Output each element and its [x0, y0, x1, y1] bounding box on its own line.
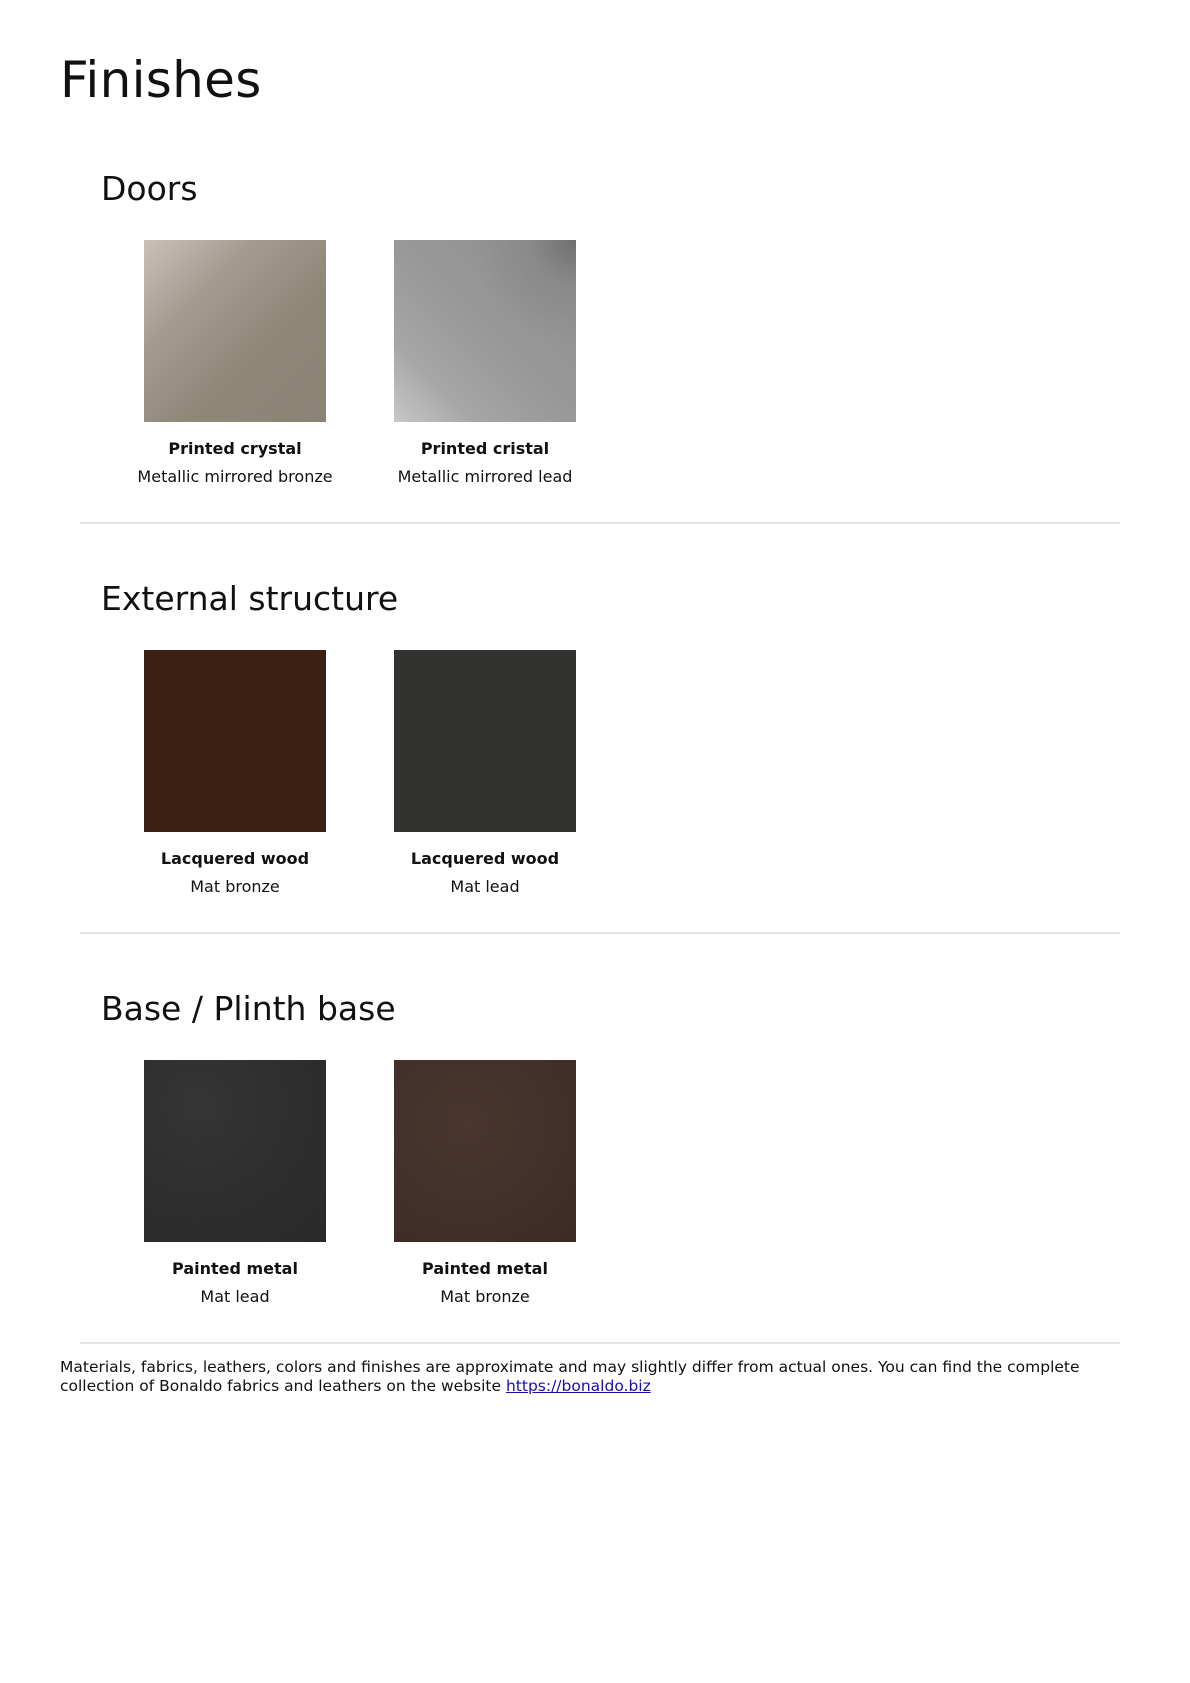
finish-card — [125, 1060, 345, 1307]
finish-card — [375, 240, 595, 487]
finish-name: Printed cristal — [420, 439, 550, 458]
section-divider — [80, 932, 1120, 934]
finish-description: Mat lead — [200, 1287, 270, 1306]
disclaimer-footer — [60, 1358, 1140, 1396]
swatch-metallic-mirrored-bronze — [144, 240, 326, 422]
swatch-painted-mat-bronze — [394, 1060, 576, 1242]
finish-description: Mat bronze — [440, 1287, 530, 1306]
finish-card — [375, 650, 595, 897]
section-title: External structure — [101, 579, 399, 618]
finish-name: Printed crystal — [168, 439, 302, 458]
finish-name: Painted metal — [172, 1259, 298, 1278]
swatch-mat-bronze — [144, 650, 326, 832]
finish-card — [375, 1060, 595, 1307]
finish-card — [125, 650, 345, 897]
swatch-metallic-mirrored-lead — [394, 240, 576, 422]
finish-card — [125, 240, 345, 487]
section-external-structure — [80, 578, 1120, 938]
section-title: Doors — [101, 169, 198, 208]
section-title: Base / Plinth base — [101, 989, 396, 1028]
section-divider — [80, 1342, 1120, 1344]
section-divider — [80, 522, 1120, 524]
finish-description: Metallic mirrored lead — [397, 467, 573, 486]
disclaimer-text: Materials, fabrics, leathers, colors and finishes are approximate and may slightly differ from actual ones. You can find the complete collection of Bonaldo fabrics and leathers on the website — [60, 1358, 1080, 1395]
finish-name: Lacquered wood — [410, 849, 560, 868]
finish-description: Mat bronze — [190, 877, 280, 896]
section-doors — [80, 168, 1120, 528]
swatch-painted-mat-lead — [144, 1060, 326, 1242]
section-base-plinth — [80, 988, 1120, 1348]
finish-description: Mat lead — [450, 877, 520, 896]
page-title: Finishes — [60, 51, 262, 109]
finish-name: Painted metal — [422, 1259, 548, 1278]
website-link[interactable]: https://bonaldo.biz — [505, 1377, 651, 1395]
finish-description: Metallic mirrored bronze — [137, 467, 333, 486]
swatch-mat-lead — [394, 650, 576, 832]
finish-name: Lacquered wood — [160, 849, 310, 868]
